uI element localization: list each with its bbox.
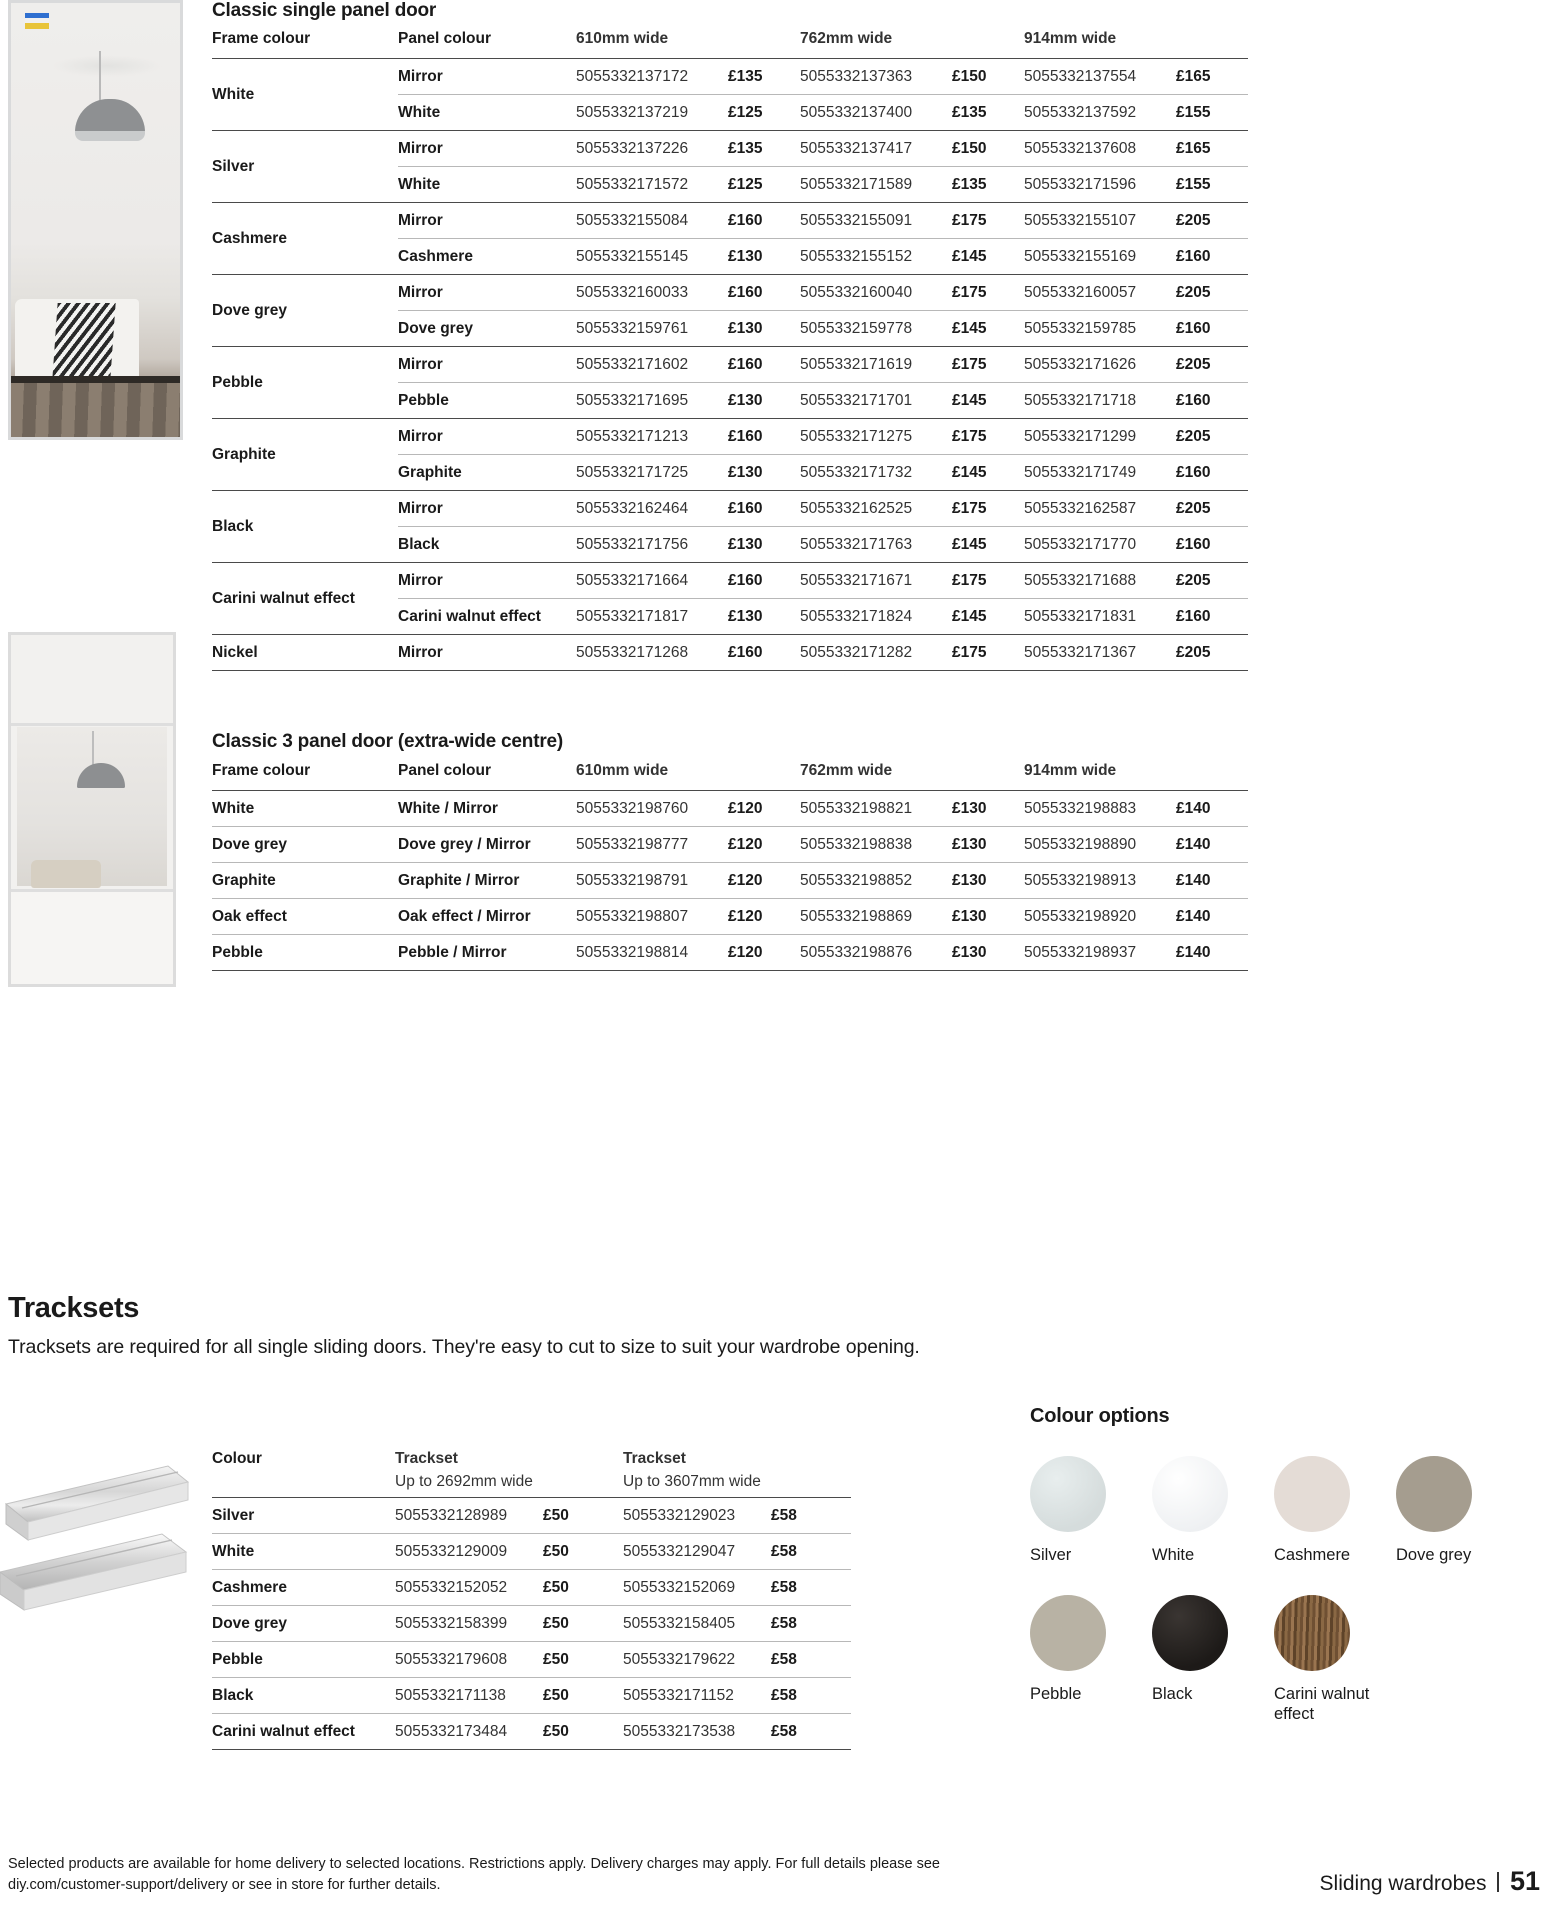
- cell-frame-colour: Carini walnut effect: [212, 563, 398, 635]
- cell-frame-colour: Silver: [212, 131, 398, 203]
- cell-price-762mm: £130: [952, 935, 1024, 971]
- cell-frame-colour: Pebble: [212, 935, 398, 971]
- table-row: [212, 827, 1248, 863]
- footer-section-label: Sliding wardrobes: [1319, 1872, 1487, 1895]
- col-header-colour: Colour: [212, 1450, 395, 1498]
- cell-code-914mm: 5055332171299: [1024, 419, 1176, 455]
- cell-price-3607mm: £58: [771, 1678, 851, 1714]
- table-header-row: [212, 758, 1248, 791]
- colour-swatch-label: Cashmere: [1274, 1546, 1351, 1564]
- cell-panel-colour: Mirror: [398, 491, 576, 527]
- table-row: [212, 1678, 851, 1714]
- colour-swatch-circle-icon: [1030, 1456, 1106, 1532]
- cell-price-3607mm: £58: [771, 1606, 851, 1642]
- cell-price-610mm: £120: [728, 863, 800, 899]
- wooden-floor: [11, 383, 180, 437]
- colour-swatch-item[interactable]: [1274, 1595, 1396, 1724]
- storage-basket: [31, 860, 101, 888]
- cell-price-914mm: £205: [1176, 275, 1248, 311]
- colour-swatch-item[interactable]: [1152, 1595, 1274, 1724]
- colour-swatch-label: Black: [1152, 1685, 1193, 1704]
- cell-code-914mm: 5055332137554: [1024, 59, 1176, 95]
- trackset-1-title: Trackset: [395, 1450, 458, 1467]
- cell-price-914mm: £160: [1176, 239, 1248, 275]
- footer-disclaimer: Selected products are available for home delivery to selected locations. Restrictions apply. Delivery charges may apply. For full details please see diy.com/customer-support/delivery or see in store for further details.: [8, 1856, 940, 1894]
- col-header-panel-colour: Panel colour: [398, 758, 576, 791]
- cell-panel-colour: Carini walnut effect: [398, 599, 576, 635]
- three-panel-price-table: [212, 758, 1248, 971]
- tracksets-description: Tracksets are required for all single sliding doors. They're easy to cut to size to suit your wardrobe opening.: [8, 1336, 920, 1358]
- cell-code-610mm: 5055332171572: [576, 167, 728, 203]
- cell-price-610mm: £120: [728, 899, 800, 935]
- cell-code-914mm: 5055332171688: [1024, 563, 1176, 599]
- cell-price-610mm: £130: [728, 455, 800, 491]
- cell-price-762mm: £175: [952, 347, 1024, 383]
- cell-colour: White: [212, 1534, 395, 1570]
- colour-swatch-label: Silver: [1030, 1546, 1072, 1564]
- cell-price-610mm: £120: [728, 791, 800, 827]
- three-panel-table-title: Classic 3 panel door (extra-wide centre): [212, 731, 564, 752]
- cell-price-914mm: £160: [1176, 383, 1248, 419]
- cell-code-762mm: 5055332155091: [800, 203, 952, 239]
- table-row: [212, 491, 1248, 527]
- cell-frame-colour: Dove grey: [212, 827, 398, 863]
- cell-price-610mm: £135: [728, 59, 800, 95]
- cell-code-914mm: 5055332137592: [1024, 95, 1176, 131]
- col-header-610mm: 610mm wide: [576, 758, 800, 791]
- cell-frame-colour: White: [212, 59, 398, 131]
- cell-panel-colour: Dove grey: [398, 311, 576, 347]
- cell-price-762mm: £175: [952, 563, 1024, 599]
- cell-price-914mm: £205: [1176, 635, 1248, 671]
- table-row: [212, 419, 1248, 455]
- cell-panel-colour: Oak effect / Mirror: [398, 899, 576, 935]
- cell-panel-colour: White: [398, 167, 576, 203]
- col-header-762mm: 762mm wide: [800, 758, 1024, 791]
- table-row: [212, 635, 1248, 671]
- trackset-2-subtitle: Up to 3607mm wide: [623, 1473, 761, 1490]
- trackset-price-table: [212, 1450, 851, 1750]
- cell-colour: Cashmere: [212, 1570, 395, 1606]
- pendant-lamp-rim: [75, 131, 145, 141]
- cell-panel-colour: Cashmere: [398, 239, 576, 275]
- cell-colour: Black: [212, 1678, 395, 1714]
- cell-frame-colour: Dove grey: [212, 275, 398, 347]
- table-header-row: [212, 26, 1248, 59]
- cell-code-3607mm: 5055332171152: [623, 1678, 771, 1714]
- cell-code-914mm: 5055332198913: [1024, 863, 1176, 899]
- cell-price-762mm: £145: [952, 599, 1024, 635]
- colour-swatch-item[interactable]: [1396, 1456, 1518, 1565]
- cell-price-762mm: £130: [952, 863, 1024, 899]
- cell-price-914mm: £205: [1176, 563, 1248, 599]
- cell-code-762mm: 5055332198821: [800, 791, 952, 827]
- cell-code-762mm: 5055332171732: [800, 455, 952, 491]
- single-panel-table-title: Classic single panel door: [212, 0, 437, 21]
- cell-code-610mm: 5055332198777: [576, 827, 728, 863]
- cell-price-762mm: £145: [952, 383, 1024, 419]
- colour-swatch-circle-icon: [1274, 1456, 1350, 1532]
- colour-swatch-circle-icon: [1274, 1595, 1350, 1671]
- cell-price-610mm: £160: [728, 419, 800, 455]
- table-row: [212, 1570, 851, 1606]
- cell-code-610mm: 5055332171664: [576, 563, 728, 599]
- cell-code-762mm: 5055332171671: [800, 563, 952, 599]
- product-photo-three-panel-door: [8, 632, 176, 987]
- cell-panel-colour: Mirror: [398, 203, 576, 239]
- cell-panel-colour: White: [398, 95, 576, 131]
- cell-price-762mm: £145: [952, 455, 1024, 491]
- cell-code-914mm: 5055332160057: [1024, 275, 1176, 311]
- cell-code-610mm: 5055332171268: [576, 635, 728, 671]
- cell-price-3607mm: £58: [771, 1534, 851, 1570]
- cell-price-762mm: £175: [952, 491, 1024, 527]
- col-header-panel-colour: Panel colour: [398, 26, 576, 59]
- cell-code-610mm: 5055332162464: [576, 491, 728, 527]
- cell-panel-colour: Mirror: [398, 275, 576, 311]
- colour-swatch-label: Carini walnut effect: [1274, 1685, 1370, 1723]
- cell-code-762mm: 5055332137400: [800, 95, 952, 131]
- cell-code-762mm: 5055332162525: [800, 491, 952, 527]
- cell-code-3607mm: 5055332179622: [623, 1642, 771, 1678]
- cell-price-2692mm: £50: [543, 1534, 623, 1570]
- cell-price-610mm: £160: [728, 563, 800, 599]
- cell-code-610mm: 5055332137219: [576, 95, 728, 131]
- colour-swatch-label: Dove grey: [1396, 1546, 1472, 1564]
- colour-bar-icon: [25, 13, 49, 29]
- cell-price-610mm: £120: [728, 827, 800, 863]
- cell-price-762mm: £175: [952, 419, 1024, 455]
- cell-price-762mm: £135: [952, 167, 1024, 203]
- cell-code-762mm: 5055332159778: [800, 311, 952, 347]
- cell-code-762mm: 5055332198852: [800, 863, 952, 899]
- cell-price-610mm: £160: [728, 491, 800, 527]
- cell-code-914mm: 5055332171749: [1024, 455, 1176, 491]
- cell-code-914mm: 5055332171367: [1024, 635, 1176, 671]
- cell-price-610mm: £160: [728, 635, 800, 671]
- cell-code-2692mm: 5055332128989: [395, 1507, 508, 1524]
- table-row: [212, 347, 1248, 383]
- cell-code-2692mm: 5055332173484: [395, 1714, 543, 1750]
- panel-divider-bottom: [11, 889, 173, 892]
- cell-code-2692mm: 5055332129009: [395, 1534, 543, 1570]
- cell-price-914mm: £160: [1176, 527, 1248, 563]
- colour-swatch-item[interactable]: [1030, 1595, 1152, 1724]
- cell-price-610mm: £125: [728, 167, 800, 203]
- cell-code-914mm: 5055332155169: [1024, 239, 1176, 275]
- table-row: [212, 1714, 851, 1750]
- cell-code-610mm: 5055332171602: [576, 347, 728, 383]
- ceiling-light-halo: [52, 55, 162, 77]
- cell-panel-colour: Mirror: [398, 635, 576, 671]
- table-row: [212, 1642, 851, 1678]
- colour-swatch-item[interactable]: [1030, 1456, 1152, 1565]
- cell-code-762mm: 5055332137363: [800, 59, 952, 95]
- chevron-throw-blanket: [52, 303, 115, 379]
- table-row: [212, 1498, 851, 1534]
- cell-code-610mm: 5055332155084: [576, 203, 728, 239]
- cell-code-610mm: 5055332198807: [576, 899, 728, 935]
- cell-price-610mm: £130: [728, 383, 800, 419]
- cell-price-2692mm: £50: [543, 1570, 623, 1606]
- cell-code-610mm: 5055332137172: [576, 59, 728, 95]
- cell-price-914mm: £205: [1176, 491, 1248, 527]
- cell-code-762mm: 5055332171619: [800, 347, 952, 383]
- table-row: [212, 59, 1248, 95]
- cell-panel-colour: Graphite: [398, 455, 576, 491]
- colour-swatch-item[interactable]: [1274, 1456, 1396, 1565]
- cell-colour: Dove grey: [212, 1606, 395, 1642]
- col-header-762mm: 762mm wide: [800, 26, 1024, 59]
- cell-panel-colour: Mirror: [398, 563, 576, 599]
- cell-code-2692mm: 5055332179608: [395, 1642, 543, 1678]
- trackset-2-title: Trackset: [623, 1450, 686, 1467]
- table-row: [212, 131, 1248, 167]
- col-header-610mm: 610mm wide: [576, 26, 800, 59]
- cell-code-2692mm: 5055332152052: [395, 1570, 543, 1606]
- cell-code-914mm: 5055332171596: [1024, 167, 1176, 203]
- colour-swatch-item[interactable]: [1152, 1456, 1274, 1565]
- cell-code-914mm: 5055332171770: [1024, 527, 1176, 563]
- cell-price-914mm: £160: [1176, 311, 1248, 347]
- cell-price-914mm: £165: [1176, 131, 1248, 167]
- colour-swatch-label: White: [1152, 1546, 1195, 1564]
- cell-price-762mm: £145: [952, 311, 1024, 347]
- cell-code-914mm: 5055332171718: [1024, 383, 1176, 419]
- cell-price-762mm: £130: [952, 899, 1024, 935]
- colour-options-panel: [1030, 1405, 1540, 1754]
- cell-price-762mm: £175: [952, 203, 1024, 239]
- cell-code-610mm: 5055332198814: [576, 935, 728, 971]
- cell-price-2692mm: £50: [543, 1714, 623, 1750]
- cell-panel-colour: Mirror: [398, 347, 576, 383]
- cell-code-2692mm: 5055332171138: [395, 1678, 543, 1714]
- cell-code-914mm: 5055332198890: [1024, 827, 1176, 863]
- table-row: [212, 863, 1248, 899]
- cell-price-914mm: £140: [1176, 863, 1248, 899]
- cell-code-914mm: 5055332171831: [1024, 599, 1176, 635]
- cell-colour: Silver: [212, 1507, 255, 1524]
- cell-panel-colour: Black: [398, 527, 576, 563]
- cell-price-2692mm: £50: [543, 1606, 623, 1642]
- table-row: [212, 1606, 851, 1642]
- cell-price-2692mm: £50: [543, 1507, 569, 1524]
- cell-code-610mm: 5055332198760: [576, 791, 728, 827]
- cell-price-762mm: £150: [952, 59, 1024, 95]
- cell-price-914mm: £165: [1176, 59, 1248, 95]
- table-row: [212, 275, 1248, 311]
- footer-divider-icon: [1497, 1872, 1499, 1892]
- cell-price-2692mm: £50: [543, 1642, 623, 1678]
- cell-price-610mm: £120: [728, 935, 800, 971]
- pendant-cord: [92, 731, 94, 765]
- cell-price-914mm: £140: [1176, 899, 1248, 935]
- cell-price-914mm: £155: [1176, 95, 1248, 131]
- cell-frame-colour: Black: [212, 491, 398, 563]
- cell-code-762mm: 5055332171701: [800, 383, 952, 419]
- trackset-1-subtitle: Up to 2692mm wide: [395, 1473, 533, 1490]
- single-panel-price-table: [212, 26, 1248, 671]
- cell-price-3607mm: £58: [771, 1507, 797, 1524]
- cell-price-610mm: £130: [728, 311, 800, 347]
- cell-code-762mm: 5055332198876: [800, 935, 952, 971]
- cell-colour: Carini walnut effect: [212, 1714, 395, 1750]
- cell-panel-colour: Graphite / Mirror: [398, 863, 576, 899]
- cell-price-610mm: £160: [728, 347, 800, 383]
- cell-frame-colour: Pebble: [212, 347, 398, 419]
- cell-price-914mm: £205: [1176, 347, 1248, 383]
- cell-code-914mm: 5055332137608: [1024, 131, 1176, 167]
- cell-code-610mm: 5055332171695: [576, 383, 728, 419]
- cell-price-610mm: £160: [728, 275, 800, 311]
- colour-swatch-circle-icon: [1152, 1456, 1228, 1532]
- cell-code-914mm: 5055332155107: [1024, 203, 1176, 239]
- cell-frame-colour: White: [212, 791, 398, 827]
- cell-code-610mm: 5055332171213: [576, 419, 728, 455]
- cell-code-610mm: 5055332171725: [576, 455, 728, 491]
- panel-divider-top: [11, 723, 173, 726]
- cell-code-610mm: 5055332159761: [576, 311, 728, 347]
- cell-frame-colour: Graphite: [212, 863, 398, 899]
- cell-code-762mm: 5055332171275: [800, 419, 952, 455]
- tracksets-heading: Tracksets: [8, 1292, 140, 1324]
- cell-price-762mm: £135: [952, 95, 1024, 131]
- cell-frame-colour: Graphite: [212, 419, 398, 491]
- table-row: [212, 1534, 851, 1570]
- cell-price-914mm: £160: [1176, 599, 1248, 635]
- cell-price-914mm: £205: [1176, 203, 1248, 239]
- cell-code-762mm: 5055332198869: [800, 899, 952, 935]
- cell-panel-colour: Mirror: [398, 419, 576, 455]
- cell-panel-colour: Pebble: [398, 383, 576, 419]
- cell-code-610mm: 5055332198791: [576, 863, 728, 899]
- cell-price-610mm: £130: [728, 239, 800, 275]
- trackset-rail-illustration: [0, 1456, 195, 1646]
- cell-price-762mm: £130: [952, 827, 1024, 863]
- cell-price-914mm: £205: [1176, 419, 1248, 455]
- cell-code-610mm: 5055332137226: [576, 131, 728, 167]
- col-header-trackset-2692: [395, 1450, 623, 1498]
- cell-frame-colour: Oak effect: [212, 899, 398, 935]
- cell-price-762mm: £175: [952, 635, 1024, 671]
- cell-code-914mm: 5055332159785: [1024, 311, 1176, 347]
- cell-price-2692mm: £50: [543, 1678, 623, 1714]
- cell-panel-colour: Mirror: [398, 59, 576, 95]
- col-header-frame-colour: Frame colour: [212, 758, 398, 791]
- cell-price-914mm: £160: [1176, 455, 1248, 491]
- cell-code-762mm: 5055332160040: [800, 275, 952, 311]
- cell-code-762mm: 5055332198838: [800, 827, 952, 863]
- cell-price-762mm: £130: [952, 791, 1024, 827]
- cell-price-3607mm: £58: [771, 1570, 851, 1606]
- cell-price-3607mm: £58: [771, 1642, 851, 1678]
- cell-code-3607mm: 5055332129023: [623, 1507, 736, 1524]
- colour-swatch-circle-icon: [1396, 1456, 1472, 1532]
- product-photo-single-panel-door: [8, 0, 183, 440]
- cell-price-762mm: £175: [952, 275, 1024, 311]
- col-header-914mm: 914mm wide: [1024, 758, 1248, 791]
- cell-price-762mm: £145: [952, 239, 1024, 275]
- lower-panel: [11, 892, 173, 984]
- cell-price-610mm: £130: [728, 599, 800, 635]
- col-header-914mm: 914mm wide: [1024, 26, 1248, 59]
- cell-price-610mm: £130: [728, 527, 800, 563]
- cell-code-762mm: 5055332171282: [800, 635, 952, 671]
- cell-colour: Pebble: [212, 1642, 395, 1678]
- cell-price-610mm: £135: [728, 131, 800, 167]
- cell-code-762mm: 5055332171763: [800, 527, 952, 563]
- cell-code-610mm: 5055332171817: [576, 599, 728, 635]
- cell-code-3607mm: 5055332173538: [623, 1714, 771, 1750]
- colour-swatch-grid: [1030, 1456, 1540, 1754]
- colour-swatch-circle-icon: [1030, 1595, 1106, 1671]
- col-header-frame-colour: Frame colour: [212, 26, 398, 59]
- pendant-lamp-shade: [75, 99, 145, 134]
- table-row: [212, 935, 1248, 971]
- cell-price-762mm: £150: [952, 131, 1024, 167]
- colour-swatch-label: Pebble: [1030, 1685, 1082, 1704]
- cell-code-610mm: 5055332160033: [576, 275, 728, 311]
- table-header-row: [212, 1450, 851, 1498]
- cell-panel-colour: White / Mirror: [398, 791, 576, 827]
- cell-code-914mm: 5055332162587: [1024, 491, 1176, 527]
- cell-panel-colour: Mirror: [398, 131, 576, 167]
- cell-code-3607mm: 5055332158405: [623, 1606, 771, 1642]
- cell-code-2692mm: 5055332158399: [395, 1606, 543, 1642]
- table-row: [212, 899, 1248, 935]
- footer-page-marker: [1320, 1866, 1540, 1897]
- cell-code-762mm: 5055332137417: [800, 131, 952, 167]
- cell-price-914mm: £140: [1176, 827, 1248, 863]
- cell-code-762mm: 5055332171589: [800, 167, 952, 203]
- cell-code-610mm: 5055332171756: [576, 527, 728, 563]
- cell-code-762mm: 5055332155152: [800, 239, 952, 275]
- cell-price-610mm: £125: [728, 95, 800, 131]
- cell-code-762mm: 5055332171824: [800, 599, 952, 635]
- cell-code-3607mm: 5055332152069: [623, 1570, 771, 1606]
- cell-panel-colour: Pebble / Mirror: [398, 935, 576, 971]
- cell-price-914mm: £155: [1176, 167, 1248, 203]
- pendant-cord: [99, 51, 101, 101]
- col-header-trackset-3607: [623, 1450, 851, 1498]
- cell-code-914mm: 5055332171626: [1024, 347, 1176, 383]
- colour-options-heading: Colour options: [1030, 1405, 1170, 1427]
- table-row: [212, 203, 1248, 239]
- cell-price-762mm: £145: [952, 527, 1024, 563]
- cell-code-914mm: 5055332198883: [1024, 791, 1176, 827]
- cell-code-3607mm: 5055332129047: [623, 1534, 771, 1570]
- cell-code-914mm: 5055332198920: [1024, 899, 1176, 935]
- cell-price-3607mm: £58: [771, 1714, 851, 1750]
- cell-price-914mm: £140: [1176, 935, 1248, 971]
- cell-price-914mm: £140: [1176, 791, 1248, 827]
- page-number: 51: [1509, 1866, 1540, 1896]
- cell-code-610mm: 5055332155145: [576, 239, 728, 275]
- product-photo-trackset: [0, 1456, 195, 1646]
- table-row: [212, 791, 1248, 827]
- table-row: [212, 563, 1248, 599]
- cell-frame-colour: Cashmere: [212, 203, 398, 275]
- cell-frame-colour: Nickel: [212, 635, 398, 671]
- cell-panel-colour: Dove grey / Mirror: [398, 827, 576, 863]
- cell-code-914mm: 5055332198937: [1024, 935, 1176, 971]
- colour-swatch-circle-icon: [1152, 1595, 1228, 1671]
- cell-price-610mm: £160: [728, 203, 800, 239]
